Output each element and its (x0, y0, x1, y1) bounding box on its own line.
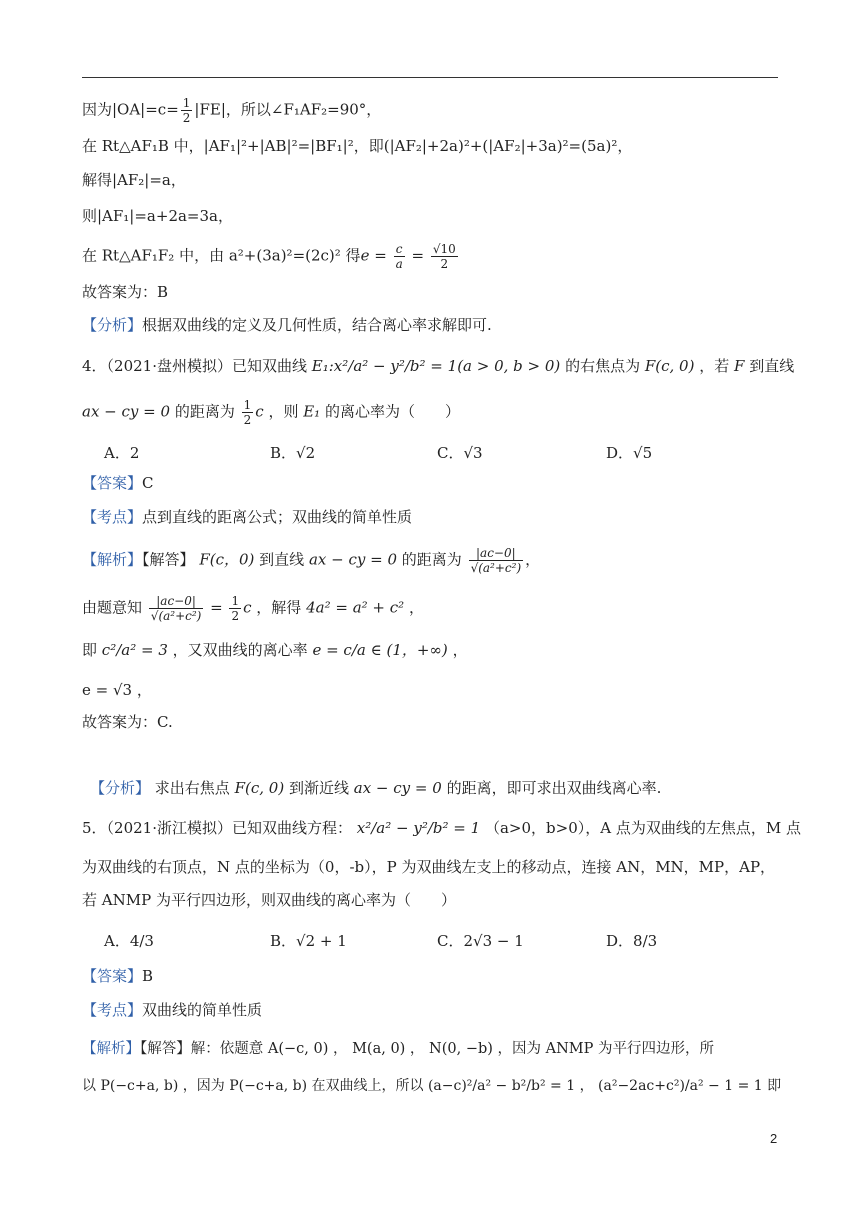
q4-solution-line-1: 【解析】【解答】 F(c，0) 到直线 ax − cy = 0 的距离为 $\frac{|ac-0|}{\text{√(a²+c²)}}$ ， (82, 546, 541, 575)
analysis-tag: 【分析】 (82, 316, 143, 334)
q5-solution-line-1: 【解析】【解答】解：依题意 A(−c, 0) ， M(a, 0) ， N(0, −b) ，因为 ANMP 为平行四边形，所 (82, 1041, 715, 1057)
solution-line-3: 解得|AF₂|=a， (82, 171, 186, 189)
header-rule (82, 77, 778, 78)
q4-stem-line-2: ax − cy = 0 的距离为 $\frac{1}{2}$ c ，则 E₁ 的离心率为（ ） (82, 398, 460, 427)
q5-option-c: C．2√3 − 1 (437, 932, 524, 950)
q4-stem-line-1: 4．（2021·盘州模拟）已知双曲线 E₁:x²/a² − y²/b² = 1(a > 0, b > 0) 的右焦点为 F(c, 0) ，若 F 到直线 (82, 357, 795, 375)
q4-option-a: A．2 (104, 444, 140, 462)
page-number: 2 (770, 1131, 778, 1146)
q4-option-d: D．√5 (606, 444, 653, 462)
q4-analysis: 【分析】 求出右焦点 F(c, 0) 到渐近线 ax − cy = 0 的距离，即可求出双曲线离心率. (90, 779, 662, 797)
q4-solution-line-4: e = √3 ， (82, 681, 152, 699)
solution-line-5: 在 Rt△AF₁F₂ 中，由 a²+(3a)²=(2c)² 得e = $\frac{c}{a}$ = $\frac{√10}{2}$ (82, 242, 456, 271)
q5-option-b: B．√2 + 1 (270, 932, 347, 950)
q5-stem-line-2: 为双曲线的右顶点，N 点的坐标为（0，-b），P 为双曲线左支上的移动点，连接 AN，MN，MP，AP， (82, 858, 776, 876)
q5-stem-line-1: 5．（2021·浙江模拟）已知双曲线方程： x²/a² − y²/b² = 1 （a>0，b>0），A 点为双曲线的左焦点，M 点 (82, 819, 801, 837)
fraction: $\frac{1}{2}$ (182, 96, 191, 125)
solution-line-1: 因为|OA|=c= $\frac{1}{2}$ |FE|，所以∠F₁AF₂=90°， (82, 96, 382, 125)
answer-line: 故答案为：B (82, 283, 169, 301)
q4-solution-line-5: 故答案为：C. (82, 713, 173, 731)
q4-point: 【考点】点到直线的距离公式；双曲线的简单性质 (82, 508, 413, 526)
q5-solution-line-2: 以 P(−c+a, b) ，因为 P(−c+a, b) 在双曲线上，所以 (a−c)²/a² − b²/b² = 1 ， (a²−2ac+c²)/a² − 1 = 1 即 (82, 1078, 782, 1094)
solution-line-2: 在 Rt△AF₁B 中，|AF₁|²+|AB|²=|BF₁|²，即(|AF₂|+2a)²+(|AF₂|+3a)²=(5a)²， (82, 137, 633, 155)
analysis-line: 【分析】根据双曲线的定义及几何性质，结合离心率求解即可. (82, 316, 492, 334)
q5-answer: 【答案】B (82, 967, 154, 985)
q4-answer: 【答案】C (82, 474, 154, 492)
solution-line-4: 则|AF₁|=a+2a=3a， (82, 207, 233, 225)
q4-option-c: C．√3 (437, 444, 483, 462)
q5-option-d: D．8/3 (606, 932, 658, 950)
q4-option-b: B．√2 (270, 444, 316, 462)
q4-solution-line-3: 即 c²/a² = 3 ，又双曲线的离心率 e = c/a ∈ (1，+∞) ， (82, 641, 468, 659)
q5-stem-line-3: 若 ANMP 为平行四边形，则双曲线的离心率为（ ） (82, 891, 456, 909)
q5-option-a: A．4/3 (104, 932, 154, 950)
q5-point: 【考点】双曲线的简单性质 (82, 1001, 263, 1019)
q4-solution-line-2: 由题意知 $\frac{|ac-0|}{\text{√(a²+c²)}}$ = $\frac{1}{2}$ c ，解得 4a² = a² + c² ， (82, 594, 424, 623)
